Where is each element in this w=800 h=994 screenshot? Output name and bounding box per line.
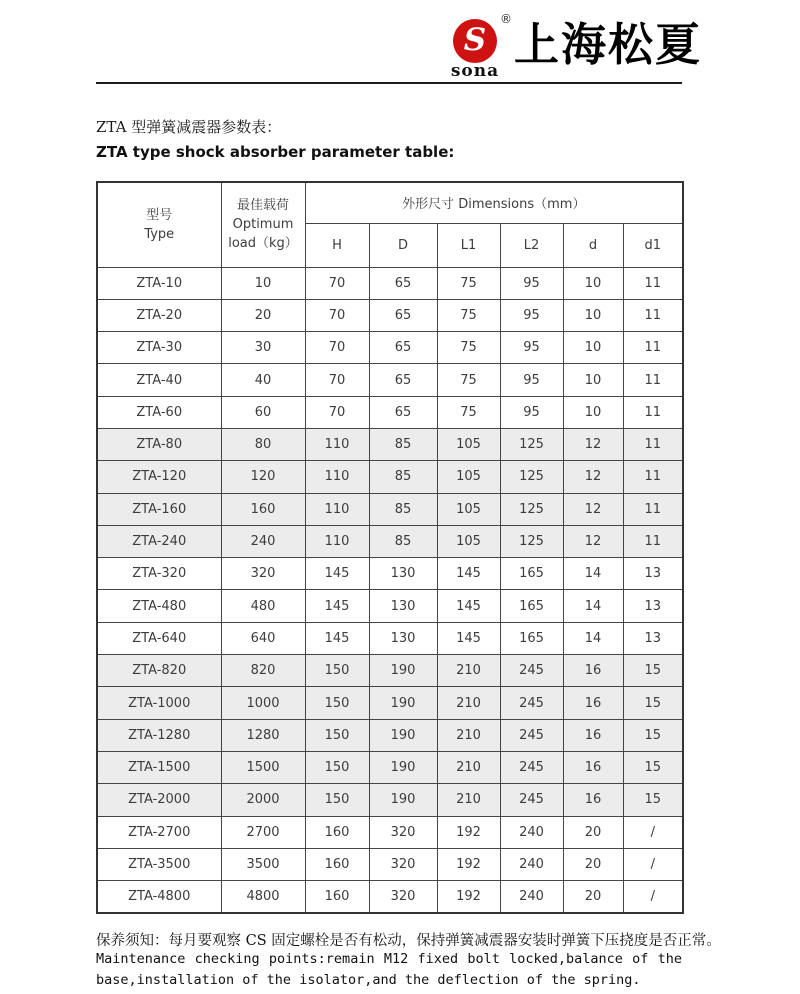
value-cell: 480	[221, 590, 305, 622]
value-cell: 11	[623, 267, 683, 299]
value-cell: 20	[563, 881, 623, 913]
value-cell: 105	[437, 493, 500, 525]
value-cell: 3500	[221, 848, 305, 880]
value-cell: 30	[221, 332, 305, 364]
value-cell: 2000	[221, 784, 305, 816]
page-title-en: ZTA type shock absorber parameter table:	[96, 143, 455, 161]
value-cell: 10	[563, 299, 623, 331]
value-cell: 11	[623, 525, 683, 557]
model-cell: ZTA-320	[97, 558, 221, 590]
value-cell: 130	[369, 622, 437, 654]
value-cell: 15	[623, 784, 683, 816]
value-cell: 12	[563, 493, 623, 525]
col-header-load-zh: 最佳载荷	[236, 198, 289, 214]
value-cell: 190	[369, 655, 437, 687]
value-cell: 95	[500, 364, 563, 396]
value-cell: 15	[623, 687, 683, 719]
value-cell: 65	[369, 267, 437, 299]
value-cell: 12	[563, 525, 623, 557]
value-cell: 210	[437, 655, 500, 687]
value-cell: 11	[623, 396, 683, 428]
value-cell: 210	[437, 719, 500, 751]
value-cell: 65	[369, 364, 437, 396]
value-cell: 125	[500, 428, 563, 460]
model-cell: ZTA-120	[97, 461, 221, 493]
value-cell: 13	[623, 558, 683, 590]
value-cell: 95	[500, 267, 563, 299]
value-cell: 105	[437, 428, 500, 460]
table-row	[97, 751, 683, 783]
model-cell: ZTA-160	[97, 493, 221, 525]
value-cell: 10	[563, 364, 623, 396]
value-cell: 85	[369, 525, 437, 557]
value-cell: 10	[221, 267, 305, 299]
value-cell: 11	[623, 364, 683, 396]
header-divider	[96, 82, 682, 84]
col-header-L2: L2	[500, 223, 563, 267]
col-header-load	[221, 182, 305, 267]
value-cell: 320	[369, 848, 437, 880]
value-cell: 15	[623, 655, 683, 687]
value-cell: 190	[369, 687, 437, 719]
maintenance-note-en-line2: base,installation of the isolator,and the deflection of the spring.	[96, 972, 641, 988]
value-cell: 85	[369, 428, 437, 460]
value-cell: 240	[500, 881, 563, 913]
page-title-zh: ZTA 型弹簧减震器参数表：	[96, 118, 282, 136]
value-cell: 70	[305, 332, 369, 364]
value-cell: 160	[305, 848, 369, 880]
value-cell: 150	[305, 687, 369, 719]
col-header-H: H	[305, 223, 369, 267]
value-cell: 2700	[221, 816, 305, 848]
model-cell: ZTA-1500	[97, 751, 221, 783]
value-cell: 210	[437, 687, 500, 719]
value-cell: 10	[563, 267, 623, 299]
model-cell: ZTA-20	[97, 299, 221, 331]
value-cell: 145	[305, 558, 369, 590]
table-row	[97, 461, 683, 493]
value-cell: 145	[437, 622, 500, 654]
value-cell: 160	[305, 881, 369, 913]
value-cell: 145	[437, 558, 500, 590]
table-row	[97, 687, 683, 719]
table-row	[97, 428, 683, 460]
col-header-D: D	[369, 223, 437, 267]
company-name: 上海松夏	[514, 18, 703, 71]
value-cell: 11	[623, 332, 683, 364]
value-cell: 95	[500, 299, 563, 331]
value-cell: 15	[623, 751, 683, 783]
value-cell: 20	[563, 848, 623, 880]
col-header-L1: L1	[437, 223, 500, 267]
value-cell: 150	[305, 655, 369, 687]
value-cell: 11	[623, 299, 683, 331]
value-cell: 15	[623, 719, 683, 751]
value-cell: 190	[369, 784, 437, 816]
value-cell: 85	[369, 461, 437, 493]
model-cell: ZTA-4800	[97, 881, 221, 913]
value-cell: 210	[437, 784, 500, 816]
brand-name: sona	[450, 61, 500, 81]
parameter-table	[96, 181, 684, 914]
value-cell: 60	[221, 396, 305, 428]
value-cell: 820	[221, 655, 305, 687]
model-cell: ZTA-240	[97, 525, 221, 557]
table-row	[97, 558, 683, 590]
table-row	[97, 267, 683, 299]
value-cell: 80	[221, 428, 305, 460]
value-cell: 240	[500, 816, 563, 848]
col-header-d1: d1	[623, 223, 683, 267]
value-cell: 4800	[221, 881, 305, 913]
value-cell: 130	[369, 558, 437, 590]
value-cell: 245	[500, 784, 563, 816]
value-cell: /	[623, 816, 683, 848]
model-cell: ZTA-640	[97, 622, 221, 654]
value-cell: /	[623, 881, 683, 913]
table-row	[97, 719, 683, 751]
col-header-type	[97, 182, 221, 267]
table-row	[97, 590, 683, 622]
value-cell: 1280	[221, 719, 305, 751]
value-cell: 130	[369, 590, 437, 622]
model-cell: ZTA-80	[97, 428, 221, 460]
value-cell: 13	[623, 622, 683, 654]
value-cell: 320	[369, 816, 437, 848]
value-cell: 165	[500, 558, 563, 590]
value-cell: /	[623, 848, 683, 880]
value-cell: 245	[500, 655, 563, 687]
value-cell: 120	[221, 461, 305, 493]
value-cell: 75	[437, 332, 500, 364]
logo-monogram: S	[463, 22, 487, 58]
value-cell: 12	[563, 461, 623, 493]
value-cell: 150	[305, 719, 369, 751]
value-cell: 110	[305, 525, 369, 557]
value-cell: 65	[369, 332, 437, 364]
table-row	[97, 525, 683, 557]
value-cell: 190	[369, 751, 437, 783]
value-cell: 14	[563, 622, 623, 654]
value-cell: 75	[437, 364, 500, 396]
table-row	[97, 396, 683, 428]
col-header-d: d	[563, 223, 623, 267]
value-cell: 11	[623, 493, 683, 525]
maintenance-note-zh: 保养须知：每月要观察 CS 固定螺栓是否有松动，保持弹簧减震器安装时弹簧下压挠度是否正常。	[96, 933, 721, 949]
value-cell: 240	[221, 525, 305, 557]
value-cell: 1500	[221, 751, 305, 783]
model-cell: ZTA-480	[97, 590, 221, 622]
model-cell: ZTA-10	[97, 267, 221, 299]
registered-trademark-icon: ®	[500, 12, 512, 26]
value-cell: 11	[623, 461, 683, 493]
value-cell: 145	[305, 622, 369, 654]
value-cell: 245	[500, 687, 563, 719]
value-cell: 110	[305, 493, 369, 525]
value-cell: 150	[305, 784, 369, 816]
model-cell: ZTA-1280	[97, 719, 221, 751]
value-cell: 125	[500, 493, 563, 525]
value-cell: 20	[221, 299, 305, 331]
value-cell: 110	[305, 428, 369, 460]
value-cell: 16	[563, 687, 623, 719]
model-cell: ZTA-1000	[97, 687, 221, 719]
value-cell: 320	[221, 558, 305, 590]
value-cell: 16	[563, 719, 623, 751]
value-cell: 12	[563, 428, 623, 460]
value-cell: 70	[305, 267, 369, 299]
value-cell: 75	[437, 396, 500, 428]
value-cell: 640	[221, 622, 305, 654]
value-cell: 165	[500, 622, 563, 654]
table-row	[97, 622, 683, 654]
col-header-load-en1: Optimum	[232, 217, 294, 233]
value-cell: 14	[563, 590, 623, 622]
table-row	[97, 881, 683, 913]
value-cell: 245	[500, 751, 563, 783]
value-cell: 105	[437, 525, 500, 557]
col-header-type-zh: 型号	[146, 207, 173, 223]
value-cell: 16	[563, 751, 623, 783]
col-header-load-en2: load（kg）	[228, 236, 298, 252]
value-cell: 125	[500, 461, 563, 493]
value-cell: 160	[221, 493, 305, 525]
value-cell: 192	[437, 816, 500, 848]
table-row	[97, 848, 683, 880]
value-cell: 70	[305, 396, 369, 428]
value-cell: 105	[437, 461, 500, 493]
maintenance-note-en-line1: Maintenance checking points:remain M12 fixed bolt locked,balance of the	[96, 951, 682, 967]
value-cell: 145	[305, 590, 369, 622]
value-cell: 70	[305, 364, 369, 396]
table-body	[97, 267, 683, 913]
sona-logo-icon	[453, 19, 497, 63]
model-cell: ZTA-2000	[97, 784, 221, 816]
value-cell: 192	[437, 848, 500, 880]
value-cell: 65	[369, 299, 437, 331]
table-row	[97, 655, 683, 687]
value-cell: 16	[563, 655, 623, 687]
value-cell: 110	[305, 461, 369, 493]
value-cell: 20	[563, 816, 623, 848]
value-cell: 145	[437, 590, 500, 622]
value-cell: 10	[563, 332, 623, 364]
value-cell: 70	[305, 299, 369, 331]
value-cell: 75	[437, 267, 500, 299]
value-cell: 85	[369, 493, 437, 525]
value-cell: 240	[500, 848, 563, 880]
table-row	[97, 332, 683, 364]
model-cell: ZTA-2700	[97, 816, 221, 848]
model-cell: ZTA-30	[97, 332, 221, 364]
col-header-type-en: Type	[144, 226, 175, 242]
value-cell: 13	[623, 590, 683, 622]
col-header-dimensions: 外形尺寸 Dimensions（mm）	[305, 182, 683, 223]
value-cell: 192	[437, 881, 500, 913]
value-cell: 95	[500, 332, 563, 364]
value-cell: 95	[500, 396, 563, 428]
value-cell: 150	[305, 751, 369, 783]
value-cell: 1000	[221, 687, 305, 719]
model-cell: ZTA-60	[97, 396, 221, 428]
table-row	[97, 299, 683, 331]
table-row	[97, 784, 683, 816]
value-cell: 210	[437, 751, 500, 783]
value-cell: 16	[563, 784, 623, 816]
table-row	[97, 816, 683, 848]
value-cell: 125	[500, 525, 563, 557]
value-cell: 40	[221, 364, 305, 396]
value-cell: 165	[500, 590, 563, 622]
model-cell: ZTA-820	[97, 655, 221, 687]
value-cell: 10	[563, 396, 623, 428]
value-cell: 190	[369, 719, 437, 751]
value-cell: 160	[305, 816, 369, 848]
value-cell: 11	[623, 428, 683, 460]
value-cell: 75	[437, 299, 500, 331]
value-cell: 14	[563, 558, 623, 590]
table-row	[97, 364, 683, 396]
table-row	[97, 493, 683, 525]
model-cell: ZTA-3500	[97, 848, 221, 880]
model-cell: ZTA-40	[97, 364, 221, 396]
value-cell: 245	[500, 719, 563, 751]
value-cell: 65	[369, 396, 437, 428]
value-cell: 320	[369, 881, 437, 913]
